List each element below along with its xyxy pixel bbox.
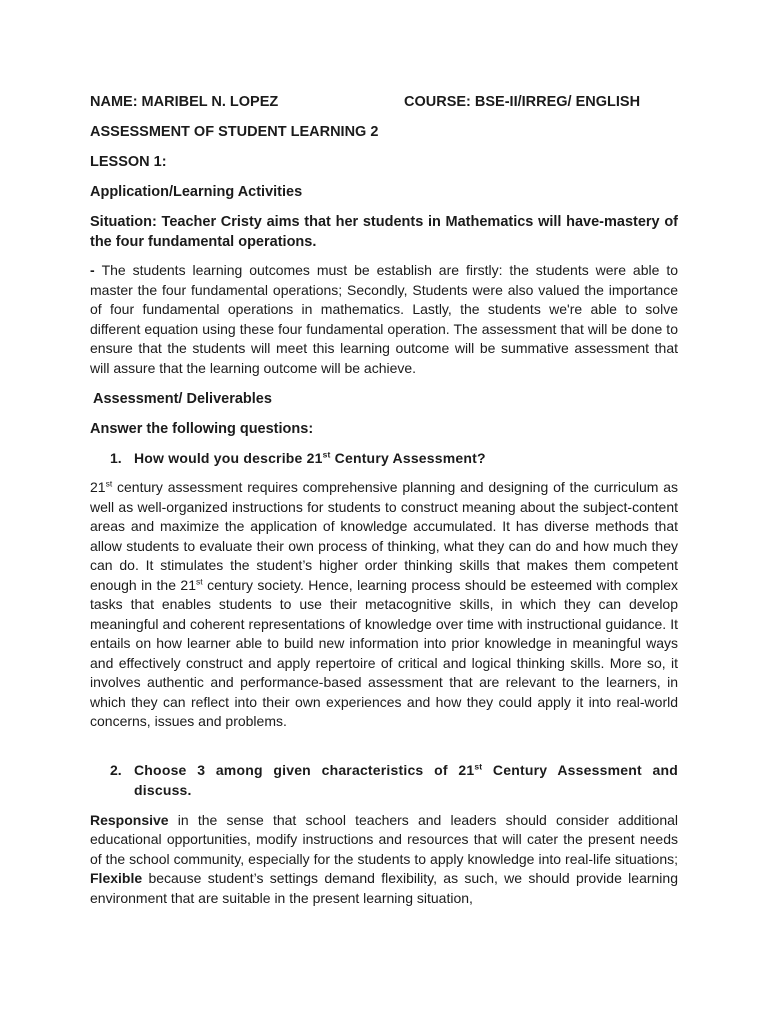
student-header xyxy=(90,92,678,112)
answer-1-lead: 21 xyxy=(90,479,106,495)
question-1 xyxy=(90,448,678,468)
question-2-number: 2. xyxy=(110,761,122,778)
assessment-heading: Assessment/ Deliverables xyxy=(93,391,272,407)
answer-1-lead-superscript: st xyxy=(105,478,113,489)
outcome-dash: - xyxy=(90,262,102,278)
question-1-text-start: How would you describe 21 xyxy=(134,450,323,466)
answer-1-paragraph xyxy=(90,478,678,732)
question-1-superscript: st xyxy=(322,449,331,460)
document-body xyxy=(90,92,678,908)
instruction-text: Answer the following questions: xyxy=(90,421,314,437)
student-name: NAME: MARIBEL N. LOPEZ xyxy=(90,94,279,110)
answer-1-text-part-1: century assessment requires comprehensive planning and designing of the curriculum as well as well-organized instructions for students to construct meaning about the subject-content areas and maximize the application of knowledge accumulated. It has diverse methods that allow students to evaluate their own process of thinking, what they can do and how much they can do. It stimulates the student’s higher order thinking skills that makes them competent enough in the 21 xyxy=(90,479,678,593)
answer-2-term-flexible: Flexible xyxy=(90,870,143,886)
question-2-text-start: Choose 3 among given characteristics of 21 xyxy=(134,761,475,778)
answer-1-mid-superscript: st xyxy=(196,575,203,586)
answer-1-text-part-2: century society. Hence, learning process should be esteemed with complex tasks that enables students to use their metacognitive skills, in which they can develop meaningful and coherent representations of knowledge over time with instructional guidance. It entails on how learner able to build new information into prior knowledge in meaningful ways and effectively construct and apply repertoire of critical and logical thinking skills. More so, it involves authentic and performance-based assessment that are relevant to the learners, in which they can reflect into their own experiences and how they could apply it into real-world concerns, issues and problems. xyxy=(90,576,678,729)
question-2-text xyxy=(134,760,678,800)
outcome-paragraph xyxy=(90,261,678,378)
question-2-text-end: Century Assessment and discuss. xyxy=(134,761,678,798)
situation-statement: Situation: Teacher Cristy aims that her students in Mathematics will have-mastery of the four fundamental operations. xyxy=(90,214,678,250)
question-1-number: 1. xyxy=(110,450,122,466)
answer-2-text-2: because student’s settings demand flexibility, as such, we should provide learning environment that are suitable in the present learning situation, xyxy=(90,870,678,906)
answer-2-text-1: in the sense that school teachers and leaders should consider additional educational opportunities, modify instructions and resources that will cater the present needs of the school community, especially for the students to apply knowledge into real-life situations; xyxy=(90,811,678,867)
answer-2-paragraph xyxy=(90,811,678,909)
question-2 xyxy=(90,760,678,800)
question-1-text xyxy=(134,448,678,468)
application-heading: Application/Learning Activities xyxy=(90,184,303,200)
student-course: COURSE: BSE-II/IRREG/ ENGLISH xyxy=(404,94,641,110)
document-title: ASSESSMENT OF STUDENT LEARNING 2 xyxy=(90,124,379,140)
lesson-heading: LESSON 1: xyxy=(90,154,167,170)
answer-2-term-responsive: Responsive xyxy=(90,811,169,828)
question-2-superscript: st xyxy=(474,760,483,771)
question-1-text-end: Century Assessment? xyxy=(330,450,486,466)
outcome-text: The students learning outcomes must be establish are firstly: the students were able to master the four fundamental operations; Secondly, Students were also valued the importance of four fundamental operations in mathematics. Lastly, the students we're able to solve different equation using these four fundamental operation. The assessment that will be done to ensure that the students will meet this learning outcome will be summative assessment that will assure that the learning outcome will be achieve. xyxy=(90,262,678,376)
